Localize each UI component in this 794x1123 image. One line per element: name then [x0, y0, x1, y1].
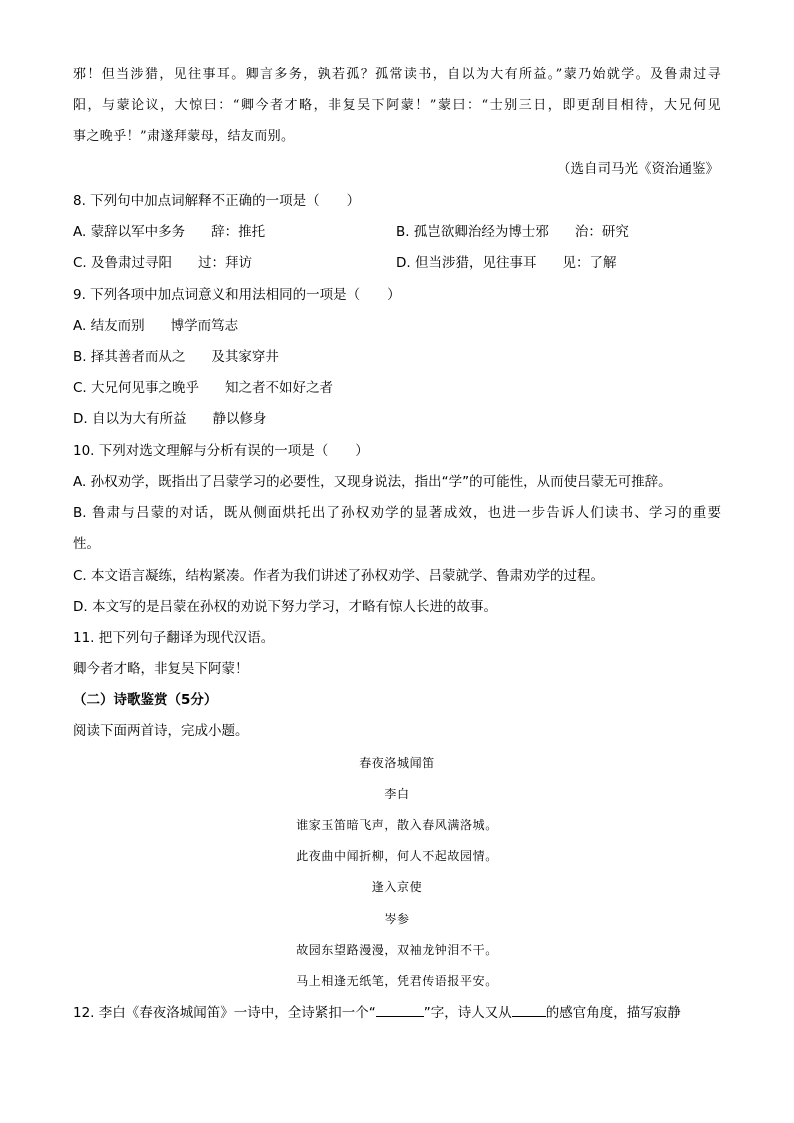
passage-line-1: 邪！但当涉猎，见往事耳。卿言多务，孰若孤？孤常读书，自以为大有所益。”蒙乃始就学。及鲁肃过寻 — [73, 67, 721, 82]
option-second: 静以修身 — [212, 411, 267, 427]
passage-line-2: 阳，与蒙论议，大惊曰：“卿今者才略，非复吴下阿蒙！”蒙曰：“士别三日，即更刮目相待，大兄何见 — [73, 98, 721, 113]
q10-option-d[interactable]: D. 本文写的是吕蒙在孙权的劝说下努力学习，才略有惊人长进的故事。 — [73, 599, 497, 615]
option-letter: A. — [73, 224, 87, 240]
option-gloss: 见：了解 — [562, 255, 617, 271]
option-gloss: 过：拜访 — [198, 255, 253, 271]
option-first: 大兄何见事之晚乎 — [91, 380, 200, 396]
option-second: 及其家穿井 — [211, 349, 279, 365]
option-letter: A. — [73, 318, 87, 334]
q12-text-2: ”字，诗人又从 — [423, 1005, 512, 1021]
q12-blank-1[interactable] — [376, 1004, 424, 1017]
option-letter: C. — [73, 255, 87, 271]
q9-option-d[interactable] — [73, 410, 266, 428]
poem2-line-1: 故园东望路漫漫，双袖龙钟泪不干。 — [296, 943, 498, 957]
passage-line-3: 事之晚乎！”肃遂拜蒙母，结友而别。 — [73, 129, 295, 144]
q10-option-c[interactable]: C. 本文语言凝练，结构紧凑。作者为我们讲述了孙权劝学、吕蒙就学、鲁肃劝学的过程。 — [73, 568, 605, 584]
q12-text-1: 12. 李白《春夜洛城闻笛》一诗中，全诗紧扣一个“ — [73, 1005, 376, 1021]
q8-option-b[interactable] — [396, 223, 629, 241]
section-heading: （二）诗歌鉴赏（5分） — [73, 692, 218, 708]
poem1-author: 李白 — [384, 787, 410, 801]
q10-option-b[interactable]: B. 鲁肃与吕蒙的对话，既从侧面烘托出了孙权劝学的显著成效，也进一步告诉人们读书、学习的重要 — [73, 505, 721, 521]
q8-option-c[interactable] — [73, 254, 252, 272]
q9-stem: 9. 下列各项中加点词意义和用法相同的一项是（ ） — [73, 287, 401, 303]
q9-option-c[interactable] — [73, 379, 333, 397]
option-sentence: 但当涉猎，见往事耳 — [414, 255, 537, 271]
option-letter: B. — [73, 349, 87, 365]
poem1-line-1: 谁家玉笛暗飞声，散入春风满洛城。 — [296, 818, 498, 832]
q8-stem: 8. 下列句中加点词解释不正确的一项是（ ） — [73, 193, 361, 209]
q10-option-b-cont[interactable]: 性。 — [73, 536, 100, 552]
option-first: 择其善者而从之 — [90, 349, 186, 365]
q11-sentence: 卿今者才略，非复吴下阿蒙！ — [73, 661, 249, 677]
q9-option-b[interactable] — [73, 348, 279, 366]
option-letter: D. — [396, 255, 411, 271]
option-second: 知之者不如好之者 — [225, 380, 334, 396]
option-gloss: 辞：推托 — [211, 224, 266, 240]
option-letter: C. — [73, 380, 87, 396]
q9-option-a[interactable] — [73, 317, 238, 335]
q12-stem — [73, 1004, 681, 1022]
option-letter: B. — [396, 224, 410, 240]
option-sentence: 孤岂欲卿治经为博士邪 — [413, 224, 549, 240]
section-instruction: 阅读下面两首诗，完成小题。 — [73, 723, 249, 739]
poem2-author: 岑参 — [384, 912, 410, 926]
q10-option-a[interactable]: A. 孙权劝学，既指出了吕蒙学习的必要性，又现身说法，指出“学”的可能性，从而使吕蒙无可推辞。 — [73, 474, 672, 490]
option-letter: D. — [73, 411, 88, 427]
poem2-title: 逢入京使 — [371, 880, 423, 894]
q10-stem: 10. 下列对选文理解与分析有误的一项是（ ） — [73, 443, 369, 459]
poem1-line-2: 此夜曲中闻折柳，何人不起故园情。 — [296, 849, 498, 863]
q11-stem: 11. 把下列句子翻译为现代汉语。 — [73, 630, 275, 646]
option-first: 结友而别 — [90, 318, 145, 334]
option-first: 自以为大有所益 — [91, 411, 187, 427]
option-sentence: 及鲁肃过寻阳 — [91, 255, 173, 271]
q12-blank-2[interactable] — [512, 1004, 546, 1017]
option-sentence: 蒙辞以军中多务 — [90, 224, 186, 240]
poem1-title: 春夜洛城闻笛 — [359, 756, 435, 770]
poem2-line-2: 马上相逢无纸笔，凭君传语报平安。 — [296, 974, 498, 988]
option-second: 博学而笃志 — [170, 318, 239, 334]
q8-option-a[interactable] — [73, 223, 265, 241]
passage-source: （选自司马光《资治通鉴》 — [557, 161, 719, 177]
q8-option-d[interactable] — [396, 254, 616, 272]
option-gloss: 治：研究 — [574, 224, 629, 240]
q12-text-3: 的感官角度，描写寂静 — [545, 1005, 681, 1021]
